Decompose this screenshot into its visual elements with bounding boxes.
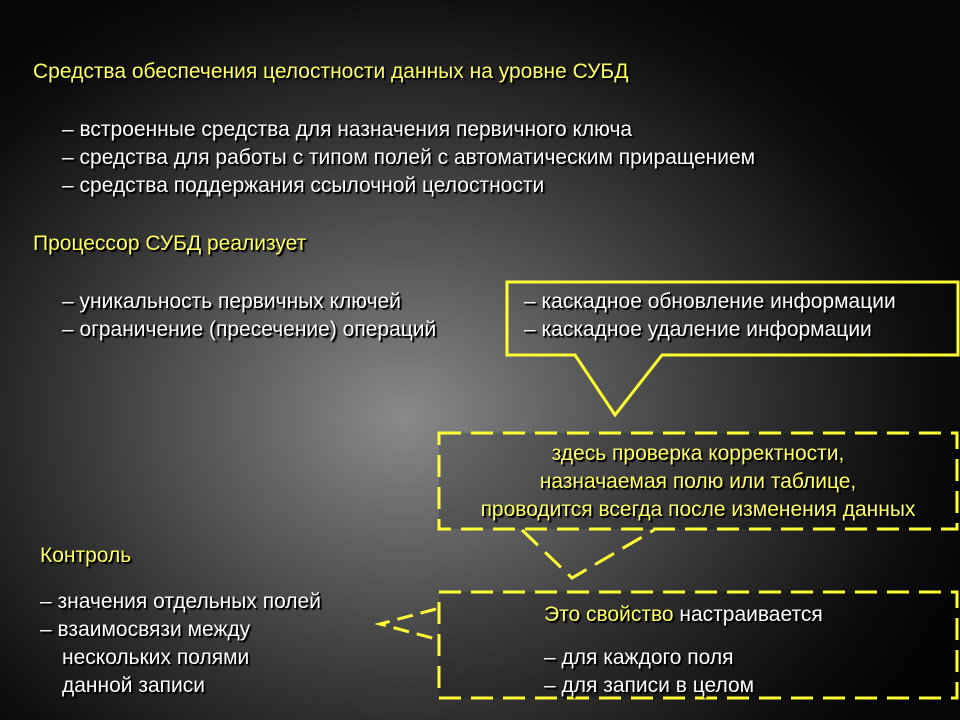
- property-item: – для записи в целом: [544, 674, 755, 697]
- list-item: – значения отдельных полей: [40, 590, 321, 613]
- left-arrow-icon: [380, 609, 436, 639]
- heading-control: Контроль: [40, 544, 132, 567]
- check-callout-line: здесь проверка корректности,: [551, 442, 845, 465]
- list-item: – ограничение (пресечение) операций: [62, 318, 437, 341]
- property-heading: [544, 601, 823, 629]
- list-item: – уникальность первичных ключей: [62, 290, 401, 313]
- property-item: – для каждого поля: [544, 646, 734, 669]
- list-item: – взаимосвязи между: [40, 618, 251, 641]
- check-callout-pointer: [522, 530, 654, 578]
- property-highlight: Это свойство: [544, 603, 674, 626]
- check-callout-line: назначаемая полю или таблице,: [539, 470, 857, 493]
- list-item: – средства поддержания ссылочной целостности: [62, 174, 545, 197]
- list-item: нескольких полями: [62, 646, 250, 669]
- list-item: данной записи: [62, 674, 206, 697]
- property-rest: настраивается: [673, 603, 823, 626]
- list-item: – средства для работы с типом полей с автоматическим приращением: [62, 146, 756, 169]
- list-item: – встроенные средства для назначения первичного ключа: [62, 118, 633, 141]
- heading-integrity: Средства обеспечения целостности данных на уровне СУБД: [33, 60, 629, 83]
- cascade-item: – каскадное удаление информации: [524, 318, 872, 341]
- check-callout-line: проводится всегда после изменения данных: [480, 498, 916, 521]
- cascade-item: – каскадное обновление информации: [524, 290, 896, 313]
- heading-processor: Процессор СУБД реализует: [33, 232, 307, 255]
